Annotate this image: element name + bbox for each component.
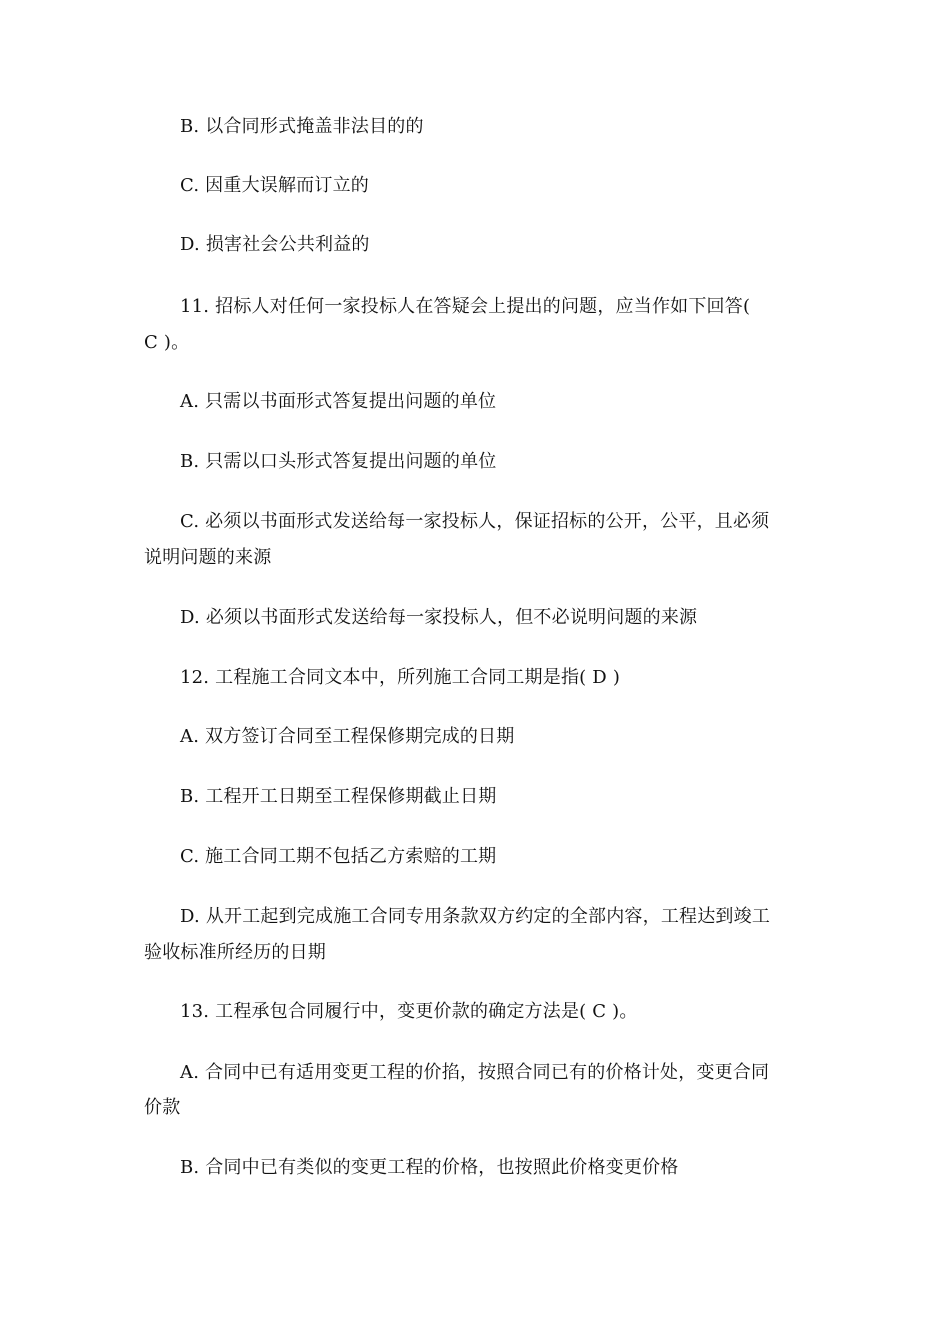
q11-option-c: C. 必须以书面形式发送给每一家投标人，保证招标的公开，公平，且必须	[180, 511, 770, 532]
q11-option-b: B. 只需以口头形式答复提出问题的单位	[180, 451, 497, 472]
q11-stem: 11. 招标人对任何一家投标人在答疑会上提出的问题，应当作如下回答(	[180, 296, 751, 317]
q12-option-d-continued: 验收标准所经历的日期	[144, 942, 326, 963]
q11-option-c-continued: 说明问题的来源	[144, 547, 272, 568]
q12-stem: 12. 工程施工合同文本中，所列施工合同工期是指( D )	[180, 667, 621, 688]
q10-option-b: B. 以合同形式掩盖非法目的的	[180, 116, 424, 137]
q11-answer: C )。	[144, 332, 190, 353]
q12-option-b: B. 工程开工日期至工程保修期截止日期	[180, 786, 497, 807]
q10-option-c: C. 因重大误解而订立的	[180, 175, 369, 196]
q11-option-d: D. 必须以书面形式发送给每一家投标人，但不必说明问题的来源	[180, 607, 698, 628]
q13-option-a-continued: 价款	[144, 1097, 181, 1118]
q10-option-d: D. 损害社会公共利益的	[180, 234, 370, 255]
q13-option-b: B. 合同中已有类似的变更工程的价格，也按照此价格变更价格	[180, 1157, 679, 1178]
q12-option-a: A. 双方签订合同至工程保修期完成的日期	[180, 726, 515, 747]
q12-option-d: D. 从开工起到完成施工合同专用条款双方约定的全部内容，工程达到竣工	[180, 906, 771, 927]
q11-option-a: A. 只需以书面形式答复提出问题的单位	[180, 391, 497, 412]
q13-stem: 13. 工程承包合同履行中，变更价款的确定方法是( C )。	[180, 1001, 638, 1022]
q12-option-c: C. 施工合同工期不包括乙方索赔的工期	[180, 846, 497, 867]
q13-option-a: A. 合同中已有适用变更工程的价掐，按照合同已有的价格计处，变更合同	[180, 1062, 770, 1083]
